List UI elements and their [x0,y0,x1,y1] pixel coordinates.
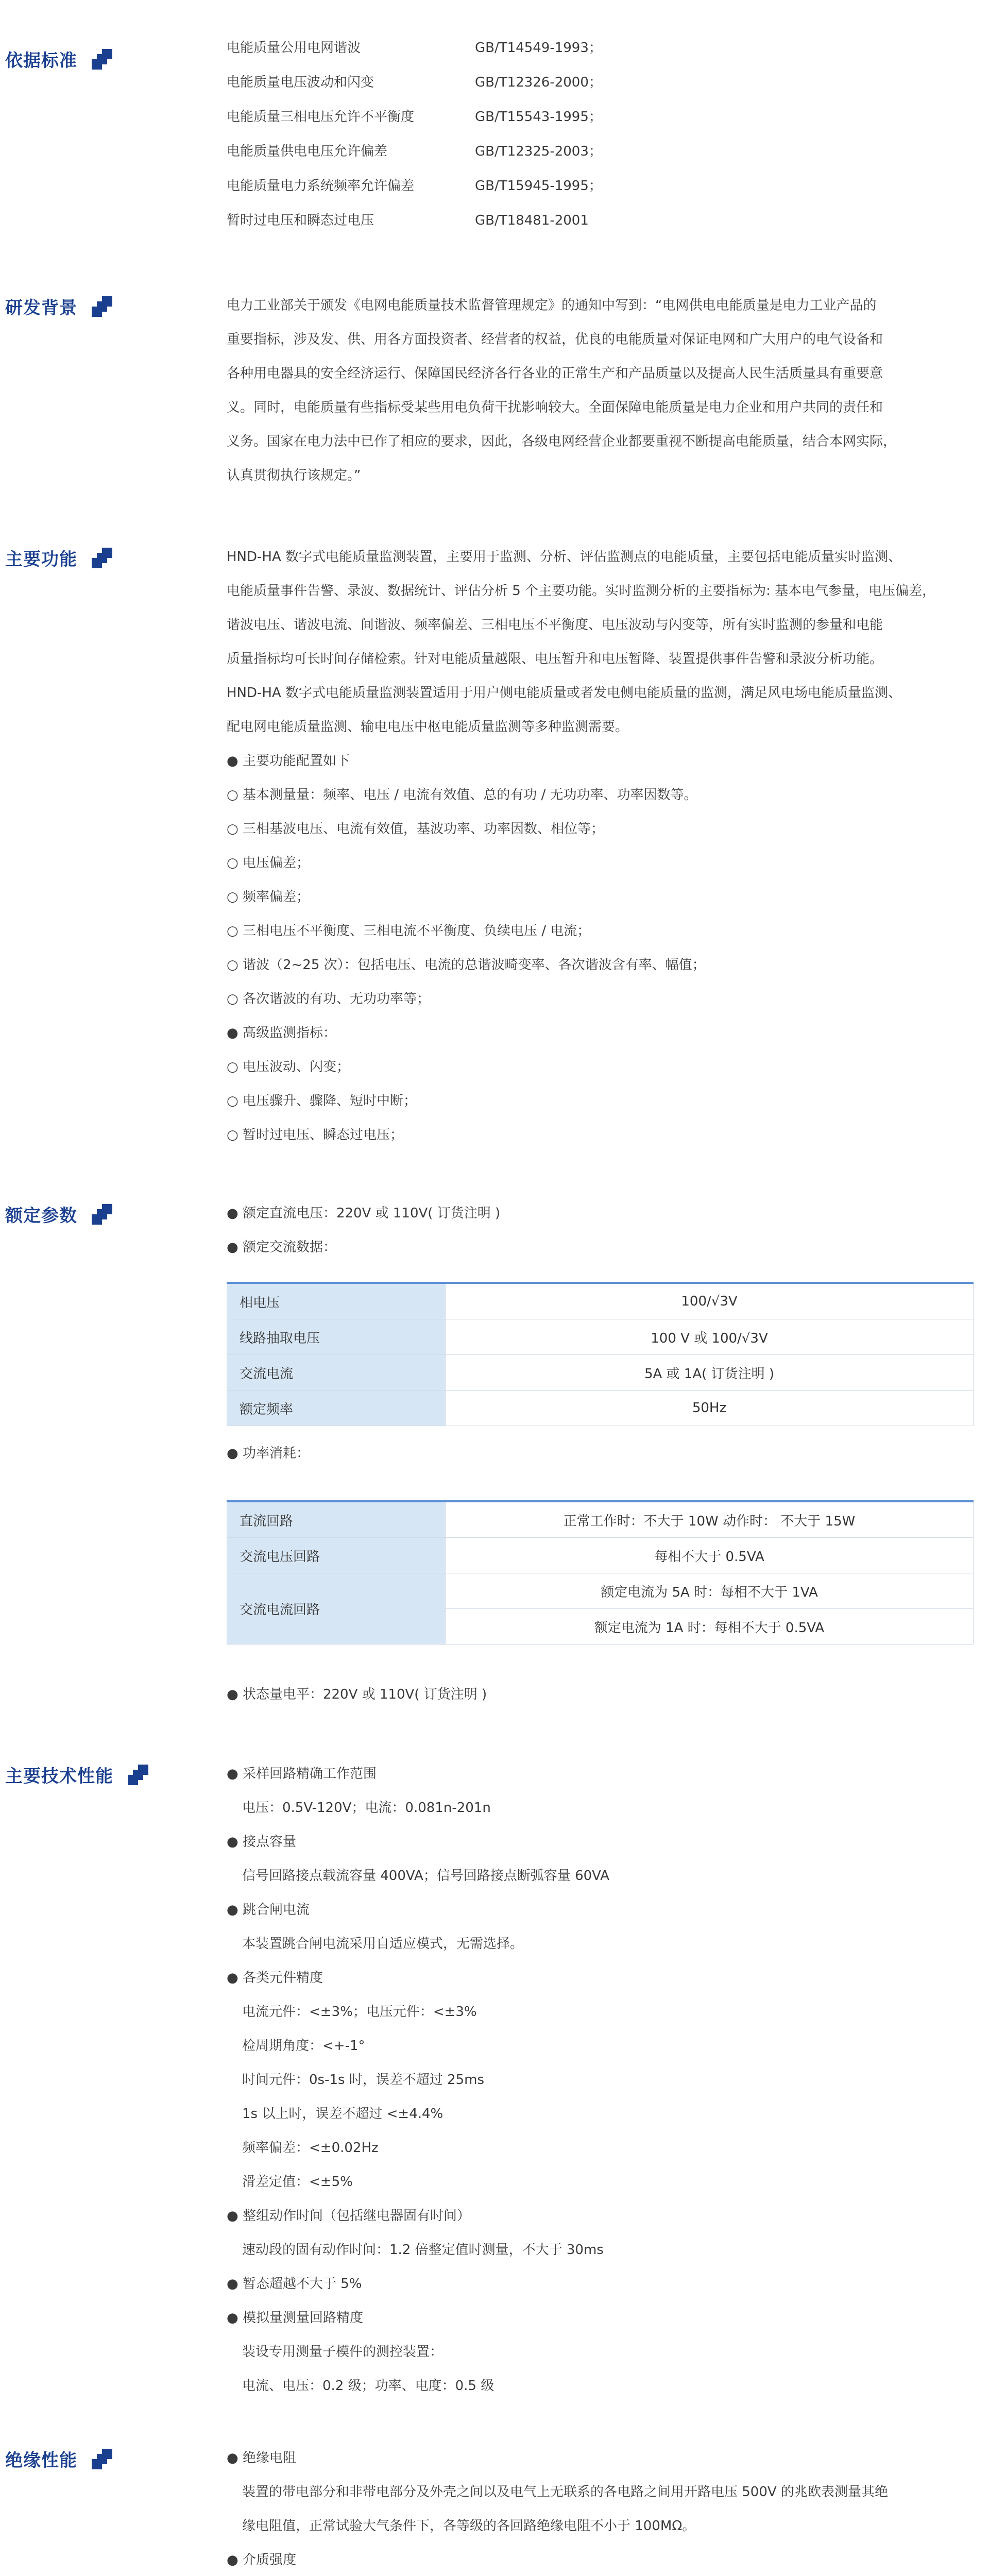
bullet-item: ● 模拟量测量回路精度 [227,2301,974,2335]
square-bullet-icon [92,2449,112,2469]
bullet-item: ● 跳合闸电流 [227,1893,974,1927]
background-line: 重要指标，涉及发、供、用各方面投资者、经营者的权益，优良的电能质量对保证电网和广大用户的电气设备和 [227,332,883,347]
bullet-item: ● 各类元件精度 [227,1961,974,1995]
standard-code: GB/T12326-2000； [475,75,602,90]
square-bullet-icon [128,1765,148,1785]
text-line: 质量指标均可长时间存储检索。针对电能质量越限、电压暂升和电压暂降、装置提供事件告警和录波分析功能。 [227,651,883,667]
square-bullet-icon [92,1204,112,1225]
section-heading [5,46,112,72]
sub-item: ○ 频率偏差； [227,880,974,914]
state-voltage-wrap [227,1677,974,1711]
table-row [227,1319,974,1355]
bullet-item: ● 高级监测指标： [227,1016,974,1050]
bullet-item: ● 介质强度 [227,2543,974,2576]
section-title: 额定参数 [5,1206,77,1226]
table-cell-value: 每相不大于 0.5VA [446,1538,974,1573]
table-cell-key: 额定频率 [227,1391,446,1426]
standard-name: 电能质量电力系统频率允许偏差 [227,178,415,194]
table-row [227,1283,974,1319]
background-line: 各种用电器具的安全经济运行、保障国民经济各行各业的正常生产和产品质量以及提高人民生活质量具有重要意 [227,366,883,381]
square-bullet-icon [92,548,112,568]
text-line: 电流、电压：0.2 级；功率、电度：0.5 级 [242,2378,494,2394]
functions-text [227,540,974,1152]
text-line: 电能质量事件告警、录波、数据统计、评估分析 5 个主要功能。实时监测分析的主要指标为: 基本电气参量，电压偏差， [227,583,936,599]
text-line: 配电网电能质量监测、输电电压中枢电能质量监测等多种监测需要。 [227,719,629,735]
section-title: 依据标准 [5,50,77,71]
background-line: 电力工业部关于颁发《电网电能质量技术监督管理规定》的通知中写到：“电网供电电能质量是电力工业产品的 [227,298,877,313]
bullet-item: ● 暂态超越不大于 5% [227,2267,974,2301]
standard-name: 电能质量电压波动和闪变 [227,75,374,90]
section-heading [5,2446,112,2471]
sub-item: ○ 电压骤升、骤降、短时中断； [227,1084,974,1118]
dc-voltage: ● 额定直流电压：220V 或 110V( 订货注明 ) [227,1196,974,1230]
bullet-item: ● 主要功能配置如下 [227,744,974,778]
power-label-wrap [227,1436,974,1470]
section-heading [5,545,112,570]
performance-text [227,1757,974,2403]
standard-code: GB/T15543-1995； [475,109,602,125]
text-line: HND-HA 数字式电能质量监测装置，主要用于监测、分析、评估监测点的电能质量，主要包括电能质量实时监测、 [227,549,902,565]
section-title: 主要技术性能 [5,1766,113,1787]
table-cell-key: 相电压 [227,1283,446,1319]
table-cell-value: 50Hz [446,1391,974,1426]
sub-item: ○ 电压波动、闪变； [227,1050,974,1084]
text-line: 1s 以上时，误差不超过 <±4.4% [242,2106,444,2122]
standards-list [227,31,974,238]
table-cell-key: 交流电流 [227,1355,446,1391]
text-line: 缘电阻值，正常试验大气条件下，各等级的各回路绝缘电阻不小于 100MΩ。 [242,2518,696,2534]
sub-item: ○ 三相基波电压、电流有效值，基波功率、功率因数、相位等； [227,812,974,846]
standard-row [227,134,974,169]
square-bullet-icon [92,296,112,317]
background-line: 义。同时，电能质量有些指标受某些用电负荷干扰影响较大。全面保障电能质量是电力企业和用户共同的责任和 [227,400,883,415]
section-heading [5,294,112,319]
table-cell-value: 额定电流为 1A 时：每相不大于 0.5VA [446,1609,974,1645]
text-line: 信号回路接点载流容量 400VA；信号回路接点断弧容量 60VA [242,1868,610,1884]
standard-row [227,100,974,134]
power-consumption-label: ● 功率消耗： [227,1436,974,1470]
sub-item: ○ 暂时过电压、瞬态过电压； [227,1118,974,1152]
ratings-text [227,1196,974,1264]
text-line: 滑差定值：<±5% [242,2174,353,2190]
standard-row [227,65,974,100]
table-row [227,1355,974,1391]
table-cell-value: 100/√3V [446,1283,974,1319]
section-heading [5,1762,148,1787]
section-title: 研发背景 [5,298,77,318]
standard-row [227,31,974,65]
section-title: 主要功能 [5,549,77,570]
table-row [227,1538,974,1573]
sub-item: ○ 三相电压不平衡度、三相电流不平衡度、负续电压 / 电流； [227,914,974,948]
standard-row [227,169,974,204]
text-line: 电流元件：<±3%；电压元件：<±3% [242,2004,477,2020]
state-voltage: ● 状态量电平：220V 或 110V( 订货注明 ) [227,1677,974,1711]
section-heading [5,1201,112,1227]
text-line: 装置的带电部分和非带电部分及外壳之间以及电气上无联系的各电路之间用开路电压 500V 的兆欧表测量其绝 [242,2484,888,2500]
power-consumption-table [227,1500,974,1645]
bullet-item: ● 绝缘电阻 [227,2441,974,2475]
square-bullet-icon [92,49,112,70]
background-line: 认真贯彻执行该规定。” [227,468,361,483]
section-title: 绝缘性能 [5,2450,77,2471]
background-line: 义务。国家在电力法中已作了相应的要求，因此，各级电网经营企业都要重视不断提高电能质量，结合本网实际， [227,434,897,449]
table-cell-key: 直流回路 [227,1501,446,1538]
text-line: HND-HA 数字式电能质量监测装置适用于用户侧电能质量或者发电侧电能质量的监测，满足风电场电能质量监测、 [227,685,902,701]
sub-item: ○ 各次谐波的有功、无功功率等； [227,982,974,1016]
text-line: 电压：0.5V-120V；电流：0.081n-201n [242,1800,491,1816]
table-row [227,1391,974,1426]
bullet-item: ● 采样回路精确工作范围 [227,1757,974,1791]
table-cell-value: 100 V 或 100/√3V [446,1319,974,1355]
table-cell-value: 正常工作时：不大于 10W 动作时： 不大于 15W [446,1501,974,1538]
background-text [227,289,974,493]
sub-item: ○ 基本测量量：频率、电压 / 电流有效值、总的有功 / 无功功率、功率因数等。 [227,778,974,812]
sub-item: ○ 电压偏差； [227,846,974,880]
table-cell-key: 交流电流回路 [227,1573,446,1645]
bullet-item: ● 整组动作时间（包括继电器固有时间） [227,2199,974,2233]
standard-code: GB/T14549-1993； [475,40,602,56]
table-row [227,1573,974,1609]
ac-data-label: ● 额定交流数据： [227,1230,974,1264]
table-row [227,1501,974,1538]
text-line: 谐波电压、谐波电流、间谐波、频率偏差、三相电压不平衡度、电压波动与闪变等，所有实时监测的参量和电能 [227,617,883,633]
standard-code: GB/T12325-2003； [475,144,602,159]
ac-ratings-table [227,1282,974,1426]
bullet-item: ● 接点容量 [227,1825,974,1859]
table-cell-value: 5A 或 1A( 订货注明 ) [446,1355,974,1391]
table-cell-value: 额定电流为 5A 时：每相不大于 1VA [446,1573,974,1609]
insulation-text [227,2441,974,2576]
standard-name: 暂时过电压和瞬态过电压 [227,213,374,228]
standard-code: GB/T15945-1995； [475,178,602,194]
standard-code: GB/T18481-2001 [475,213,589,228]
standard-name: 电能质量三相电压允许不平衡度 [227,109,415,125]
standard-row [227,204,974,238]
sub-item: ○ 谐波（2~25 次）：包括电压、电流的总谐波畸变率、各次谐波含有率、幅值； [227,948,974,982]
text-line: 装设专用测量子模件的测控装置： [242,2344,444,2360]
standard-name: 电能质量公用电网谐波 [227,40,361,56]
table-cell-key: 线路抽取电压 [227,1319,446,1355]
text-line: 检周期角度：<+-1° [242,2038,365,2054]
text-line: 本装置跳合闸电流采用自适应模式，无需选择。 [242,1936,524,1952]
standard-name: 电能质量供电电压允许偏差 [227,144,388,159]
text-line: 频率偏差：<±0.02Hz [242,2140,379,2156]
text-line: 速动段的固有动作时间：1.2 倍整定值时测量，不大于 30ms [242,2242,604,2258]
text-line: 时间元件：0s-1s 时，误差不超过 25ms [242,2072,485,2088]
table-cell-key: 交流电压回路 [227,1538,446,1573]
